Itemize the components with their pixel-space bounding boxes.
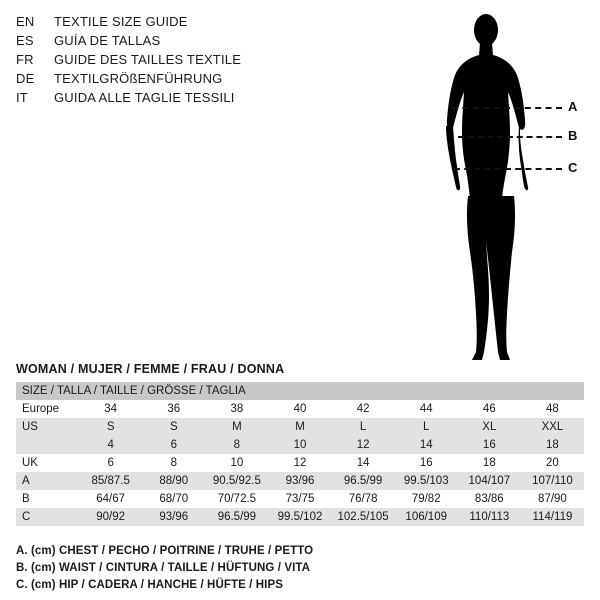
language-text-en: TEXTILE SIZE GUIDE (54, 14, 188, 29)
table-row (16, 508, 584, 526)
row-label-us: US (16, 418, 79, 436)
female-silhouette-figure (410, 8, 590, 368)
table-cell: 73/75 (268, 490, 331, 508)
table-row (16, 418, 584, 436)
table-cell: 104/107 (458, 472, 521, 490)
table-cell: 18 (458, 454, 521, 472)
legend-line-a: A. (cm) CHEST / PECHO / POITRINE / TRUHE / PETTO (16, 545, 314, 557)
table-cell: 83/86 (458, 490, 521, 508)
legend-line-c: C. (cm) HIP / CADERA / HANCHE / HÜFTE / HIPS (16, 579, 284, 591)
table-cell: 38 (205, 400, 268, 418)
row-label-c: C (16, 508, 79, 526)
language-text-it: GUIDA ALLE TAGLIE TESSILI (54, 90, 235, 105)
table-cell: 99.5/102 (268, 508, 331, 526)
table-cell: 10 (268, 436, 331, 454)
table-cell: 20 (521, 454, 584, 472)
table-cell: M (205, 418, 268, 436)
table-cell: 102.5/105 (332, 508, 395, 526)
measure-label-a: A (568, 99, 578, 114)
table-cell: 12 (268, 454, 331, 472)
size-table-wrapper (16, 382, 584, 526)
table-cell: 96.5/99 (205, 508, 268, 526)
table-cell: 110/113 (458, 508, 521, 526)
table-cell: 99.5/103 (395, 472, 458, 490)
table-cell: L (332, 418, 395, 436)
table-row (16, 472, 584, 490)
language-code-en: EN (16, 14, 35, 29)
table-cell: 114/119 (521, 508, 584, 526)
table-cell: 14 (395, 436, 458, 454)
silhouette-icon (410, 8, 590, 368)
language-text-fr: GUIDE DES TAILLES TEXTILE (54, 52, 242, 67)
table-cell: 46 (458, 400, 521, 418)
table-cell: XL (458, 418, 521, 436)
table-header-label: SIZE / TALLA / TAILLE / GRÖSSE / TAGLIA (16, 382, 584, 400)
table-row (16, 454, 584, 472)
table-cell: XXL (521, 418, 584, 436)
table-row (16, 400, 584, 418)
language-code-fr: FR (16, 52, 34, 67)
table-cell: 8 (142, 454, 205, 472)
measure-line-b (458, 136, 562, 138)
measure-line-c (454, 168, 562, 170)
language-row-fr (16, 52, 416, 71)
table-cell: L (395, 418, 458, 436)
table-cell: 34 (79, 400, 142, 418)
language-code-it: IT (16, 90, 28, 105)
table-cell: 16 (458, 436, 521, 454)
table-cell: 4 (79, 436, 142, 454)
table-cell: 96.5/99 (332, 472, 395, 490)
table-cell: 68/70 (142, 490, 205, 508)
legend-line-b: B. (cm) WAIST / CINTURA / TAILLE / HÜFTUNG / VITA (16, 562, 311, 574)
table-cell: 36 (142, 400, 205, 418)
table-cell: S (142, 418, 205, 436)
section-caption-woman: WOMAN / MUJER / FEMME / FRAU / DONNA (16, 362, 285, 376)
table-cell: 106/109 (395, 508, 458, 526)
table-cell: 6 (142, 436, 205, 454)
table-cell: 6 (79, 454, 142, 472)
table-header-row (16, 382, 584, 400)
measure-label-c: C (568, 160, 578, 175)
row-label-us-numeric (16, 436, 79, 454)
table-cell: 88/90 (142, 472, 205, 490)
table-cell: 12 (332, 436, 395, 454)
table-cell: 93/96 (142, 508, 205, 526)
row-label-a: A (16, 472, 79, 490)
table-cell: 42 (332, 400, 395, 418)
language-text-de: TEXTILGRÖßENFÜHRUNG (54, 71, 223, 86)
row-label-europe: Europe (16, 400, 79, 418)
table-cell: 90.5/92.5 (205, 472, 268, 490)
language-text-es: GUÍA DE TALLAS (54, 33, 161, 48)
language-code-es: ES (16, 33, 34, 48)
table-cell: 107/110 (521, 472, 584, 490)
table-cell: 79/82 (395, 490, 458, 508)
table-row (16, 436, 584, 454)
table-cell: 87/90 (521, 490, 584, 508)
table-cell: 93/96 (268, 472, 331, 490)
table-cell: 76/78 (332, 490, 395, 508)
table-cell: S (79, 418, 142, 436)
measure-label-b: B (568, 128, 578, 143)
language-header-list (16, 14, 416, 109)
table-cell: 40 (268, 400, 331, 418)
language-row-it (16, 90, 416, 109)
language-row-de (16, 71, 416, 90)
table-cell: 10 (205, 454, 268, 472)
row-label-b: B (16, 490, 79, 508)
row-label-uk: UK (16, 454, 79, 472)
language-code-de: DE (16, 71, 35, 86)
measurement-legend (16, 543, 576, 594)
table-cell: 85/87.5 (79, 472, 142, 490)
table-cell: 48 (521, 400, 584, 418)
table-cell: 44 (395, 400, 458, 418)
table-row (16, 490, 584, 508)
measure-line-a (452, 107, 562, 109)
table-cell: 16 (395, 454, 458, 472)
table-cell: 70/72.5 (205, 490, 268, 508)
table-cell: 90/92 (79, 508, 142, 526)
table-cell: 64/67 (79, 490, 142, 508)
language-row-en (16, 14, 416, 33)
table-cell: 18 (521, 436, 584, 454)
language-row-es (16, 33, 416, 52)
size-table (16, 382, 584, 526)
table-cell: 8 (205, 436, 268, 454)
table-cell: 14 (332, 454, 395, 472)
table-cell: M (268, 418, 331, 436)
